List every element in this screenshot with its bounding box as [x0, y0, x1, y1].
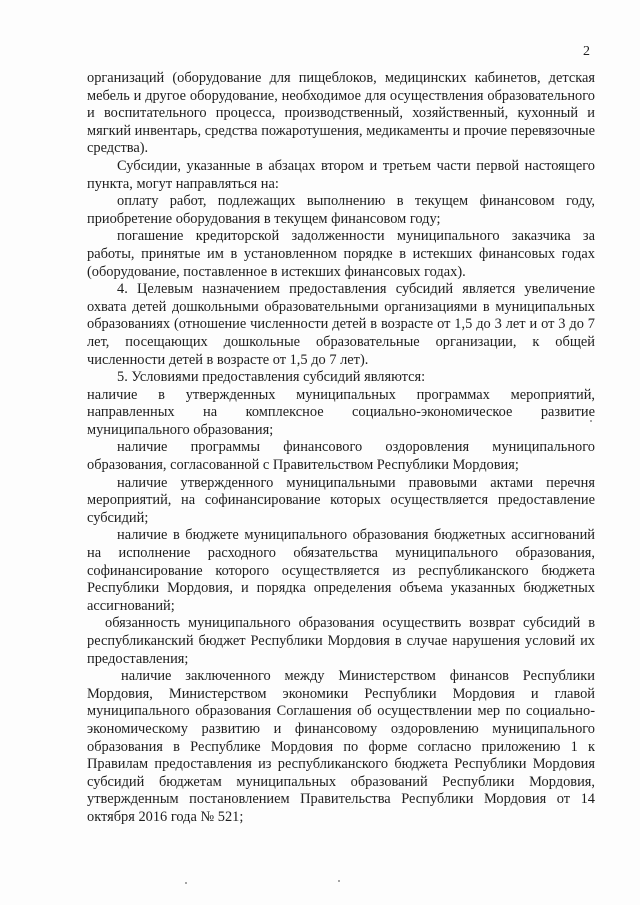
paragraph-condition-refund-obligation: обязанность муниципального образования осуществить возврат субсидий в республиканский бюджет Республики Мордовия в случае нарушения условий их предоставления; — [87, 615, 595, 667]
paragraph-payment-of-works: оплату работ, подлежащих выполнению в текущем финансовом году, приобретение оборудования в текущем финансовом году; — [87, 193, 595, 227]
paragraph-purpose-of-subsidies: 4. Целевым назначением предоставления субсидий является увеличение охвата детей дошкольными образовательными организациями в муниципальных образованиях (отношение численности детей в возрасте от 1,5 до 3 лет и от 3 до 7 лет, посещающих дошкольные образовательные организации, к общей численности детей в возрасте от 1,5 до 7 лет). — [87, 281, 595, 368]
paragraph-equipment-list: организаций (оборудование для пищеблоков, медицинских кабинетов, детская мебель и другое оборудование, необходимое для осуществления образовательного и воспитательного процесса, производственный, хозяйственный, кухонный и мягкий инвентарь, средства пожаротушения, медикаменты и прочие перевязочные средства). — [87, 70, 595, 157]
scan-speck — [185, 882, 187, 884]
document-body — [87, 70, 595, 827]
page-number: 2 — [583, 44, 590, 59]
paragraph-conditions-heading: 5. Условиями предоставления субсидий являются: — [117, 369, 426, 386]
paragraph-condition-recovery-program: наличие программы финансового оздоровления муниципального образования, согласованной с Правительством Республики Мордовия; — [87, 439, 595, 474]
scan-speck — [338, 880, 340, 882]
paragraph-condition-agreement: наличие заключенного между Министерством финансов Республики Мордовия, Министерством экономики Республики Мордовия и главой муниципального образования Соглашения об осуществлении мер по социально-экономическому развитию и финансовому оздоровлению муниципального образования в Республике Мордовия по форме согласно приложению 1 к Правилам предоставления из республиканского бюджета Республики Мордовия субсидий бюджетам муниципальных образований Республики Мордовия, утвержденным постановлением Правительства Республики Мордовия от 14 октября 2016 года № 521; — [87, 668, 595, 825]
paragraph-debt-repayment: погашение кредиторской задолженности муниципального заказчика за работы, принятые им в установленном порядке в истекших финансовых годах (оборудование, поставленное в истекших финансовых годах). — [87, 228, 595, 280]
paragraph-condition-activity-list: наличие утвержденного муниципальными правовыми актами перечня мероприятий, на софинансирование которых осуществляется предоставление субсидий; — [87, 474, 595, 526]
scan-speck — [590, 420, 592, 422]
paragraph-condition-programs: наличие в утвержденных муниципальных программах мероприятий, направленных на комплексное социально-экономическое развитие муниципального образования; — [87, 386, 595, 438]
paragraph-condition-budget-allocations: наличие в бюджете муниципального образования бюджетных ассигнований на исполнение расходного обязательства муниципального образования, софинансирование которого осуществляется из республиканского бюджета Республики Мордовия, и порядка определения объема указанных бюджетных ассигнований; — [87, 527, 595, 614]
paragraph-subsidy-directions: Субсидии, указанные в абзацах втором и третьем части первой настоящего пункта, могут направляться на: — [87, 157, 595, 192]
